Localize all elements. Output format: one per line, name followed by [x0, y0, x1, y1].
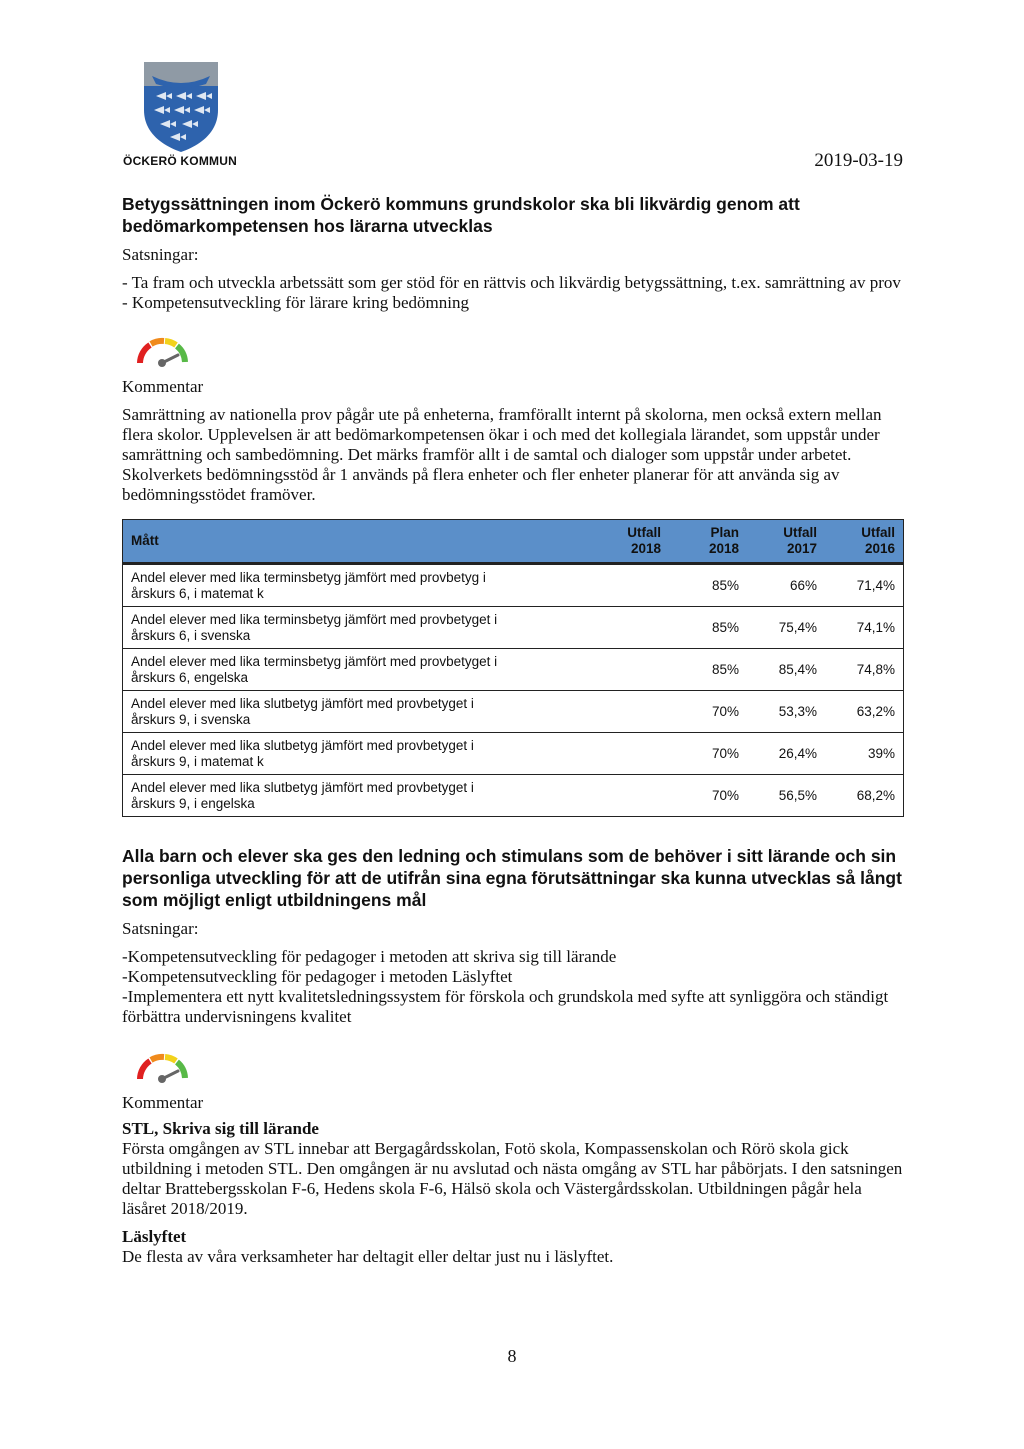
cell-plan-2018: 70% [669, 691, 747, 733]
cell-utfall-2016: 68,2% [825, 775, 904, 817]
row-label: Andel elever med lika terminsbetyg jämfört med provbetyget i årskurs 6, i svenska [123, 607, 592, 649]
coat-of-arms-icon [142, 60, 220, 152]
laslyftet-text: De flesta av våra verksamheter har deltagit eller deltar just nu i läslyftet. [122, 1247, 614, 1266]
table-header-row [123, 520, 904, 564]
cell-utfall-2016: 74,8% [825, 649, 904, 691]
section1-kommentar-text: Samrättning av nationella prov pågår ute på enheterna, framförallt internt på skolorna, men också extern mellan flera skolor. Upplevelsen är att bedömarkompetensen ökar i och med det kollegiala lärandet, som uppstår under samrättning och sambedömning. Det märks framför allt i de samtal och dialoger som uppstår under arbetet. Skolverkets bedömningsstöd år 1 används på flera enheter och fler enheter planerar för att använda sig av bedömningsstödet framöver. [122, 405, 882, 504]
cell-utfall-2018 [591, 691, 669, 733]
table-row [123, 775, 904, 817]
stl-title: STL, Skriva sig till lärande [122, 1119, 319, 1138]
cell-utfall-2018 [591, 607, 669, 649]
section2-satsning-item: -Kompetensutveckling för pedagoger i metoden Läslyftet [122, 967, 513, 986]
cell-plan-2018: 70% [669, 733, 747, 775]
cell-plan-2018: 85% [669, 607, 747, 649]
row-label: Andel elever med lika terminsbetyg jämfört med provbetyg i årskurs 6, i matemat k [123, 564, 592, 607]
section1-satsning-item: - Ta fram och utveckla arbetssätt som ger stöd för en rättvis och likvärdig betygssättning, t.ex. samrättning av prov [122, 273, 901, 292]
measures-table [122, 519, 904, 817]
cell-utfall-2018 [591, 733, 669, 775]
table-row [123, 649, 904, 691]
section2-satsningar-label: Satsningar: [122, 919, 199, 938]
cell-utfall-2017: 26,4% [747, 733, 825, 775]
cell-plan-2018: 85% [669, 564, 747, 607]
table-row [123, 691, 904, 733]
main-content [122, 193, 904, 1267]
section1-heading: Betygssättningen inom Öckerö kommuns grundskolor ska bli likvärdig genom att bedömarkompetensen hos lärarna utvecklas [122, 194, 800, 236]
section2-kommentar-label: Kommentar [122, 1093, 204, 1112]
cell-utfall-2016: 74,1% [825, 607, 904, 649]
municipality-logo [120, 60, 240, 172]
row-label: Andel elever med lika slutbetyg jämfört med provbetyget i årskurs 9, i svenska [123, 691, 592, 733]
table-row [123, 564, 904, 607]
cell-plan-2018: 85% [669, 649, 747, 691]
speedometer-gauge-icon [134, 1051, 190, 1085]
cell-utfall-2016: 39% [825, 733, 904, 775]
logo-text: ÖCKERÖ KOMMUN [123, 154, 237, 168]
page-number: 8 [507, 1346, 517, 1366]
row-label: Andel elever med lika terminsbetyg jämfört med provbetyget i årskurs 6, engelska [123, 649, 592, 691]
cell-utfall-2017: 56,5% [747, 775, 825, 817]
stl-text: Första omgången av STL innebar att Bergagårdsskolan, Fotö skola, Kompassenskolan och Rörö skola gick utbildning i metoden STL. Den omgången är nu avslutad och nästa omgång av STL har påbörjats. I den satsningen deltar Brattebergsskolan F-6, Hedens skola F-6, Hälsö skola och Västergårdsskolan. Utbildningen pågår hela läsåret 2018/2019. [122, 1139, 903, 1218]
section1-satsningar-label: Satsningar: [122, 245, 199, 264]
cell-plan-2018: 70% [669, 775, 747, 817]
cell-utfall-2017: 53,3% [747, 691, 825, 733]
section1-kommentar-label: Kommentar [122, 377, 204, 396]
section2-satsning-item: -Implementera ett nytt kvalitetsledningssystem för förskola och grundskola med syfte att synliggöra och ständigt förbättra undervisningens kvalitet [122, 987, 889, 1026]
header-utfall-2017: Utfall 2017 [747, 520, 825, 564]
cell-utfall-2016: 63,2% [825, 691, 904, 733]
cell-utfall-2018 [591, 564, 669, 607]
header-matt: Mått [123, 520, 592, 564]
section1-satsning-item: - Kompetensutveckling för lärare kring bedömning [122, 293, 469, 312]
cell-utfall-2017: 75,4% [747, 607, 825, 649]
cell-utfall-2018 [591, 775, 669, 817]
speedometer-gauge-icon [134, 335, 190, 369]
section2-heading: Alla barn och elever ska ges den ledning och stimulans som de behöver i sitt lärande och sin personliga utveckling för att de utifrån sina egna förutsättningar ska kunna utvecklas så långt som möjligt enligt utbildningens mål [122, 846, 902, 910]
document-date: 2019-03-19 [814, 150, 903, 171]
row-label: Andel elever med lika slutbetyg jämfört med provbetyget i årskurs 9, i matemat k [123, 733, 592, 775]
section2-satsning-item: -Kompetensutveckling för pedagoger i metoden att skriva sig till lärande [122, 947, 617, 966]
header-utfall-2018: Utfall 2018 [591, 520, 669, 564]
cell-utfall-2017: 85,4% [747, 649, 825, 691]
header-plan-2018: Plan 2018 [669, 520, 747, 564]
header-utfall-2016: Utfall 2016 [825, 520, 904, 564]
cell-utfall-2017: 66% [747, 564, 825, 607]
cell-utfall-2016: 71,4% [825, 564, 904, 607]
table-row [123, 607, 904, 649]
cell-utfall-2018 [591, 649, 669, 691]
laslyftet-title: Läslyftet [122, 1227, 187, 1246]
table-row [123, 733, 904, 775]
row-label: Andel elever med lika slutbetyg jämfört med provbetyget i årskurs 9, i engelska [123, 775, 592, 817]
